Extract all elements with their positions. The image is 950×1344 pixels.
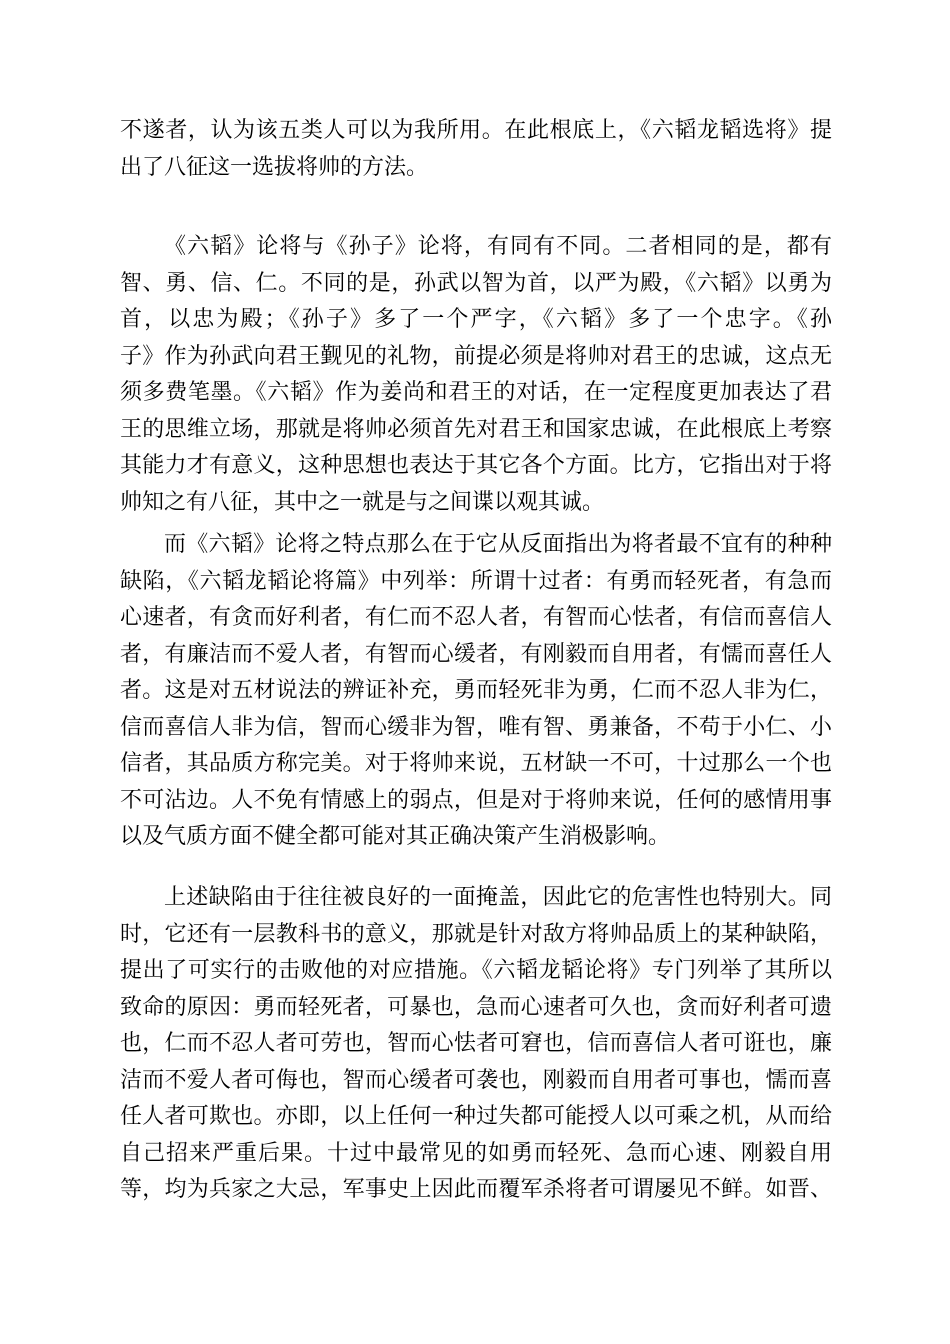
- paragraph-2-line-7: 其能力才有意义，这种思想也表达于其它各个方面。比方，它指出对于将: [120, 453, 832, 478]
- paragraph-4-line-1: 上述缺陷由于往往被良好的一面掩盖，因此它的危害性也特别大。同: [164, 885, 832, 910]
- paragraph-3-line-5: 者。这是对五材说法的辨证补充，勇而轻死非为勇，仁而不忍人非为仁，: [120, 678, 832, 703]
- paragraph-4-line-2: 时，它还有一层教科书的意义，那就是针对敌方将帅品质上的某种缺陷，: [120, 921, 832, 947]
- paragraph-3-line-6: 信而喜信人非为信，智而心缓非为智，唯有智、勇兼备，不苟于小仁、小: [120, 714, 832, 740]
- paragraph-3: [120, 527, 832, 856]
- paragraph-3-line-2: 缺陷，《六韬龙韬论将篇》中列举：所谓十过者：有勇而轻死者，有急而: [120, 568, 832, 594]
- paragraph-2-line-2: 智、勇、信、仁。不同的是，孙武以智为首，以严为殿，《六韬》以勇为: [120, 270, 832, 296]
- paragraph-4: [120, 880, 832, 1209]
- paragraph-2-line-5: 须多费笔墨。《六韬》作为姜尚和君王的对话，在一定程度更加表达了君: [120, 380, 832, 405]
- paragraph-1: [120, 113, 832, 186]
- paragraph-4-line-5: 也，仁而不忍人者可劳也，智而心怯者可窘也，信而喜信人者可诳也，廉: [120, 1031, 832, 1056]
- paragraph-4-line-3: 提出了可实行的击败他的对应措施。《六韬龙韬论将》专门列举了其所以: [120, 958, 832, 983]
- paragraph-2-line-6: 王的思维立场，那就是将帅必须首先对君王和国家忠诚，在此根底上考察: [120, 416, 832, 442]
- paragraph-4-line-6: 洁而不爱人者可侮也，智而心缓者可袭也，刚毅而自用者可事也，懦而喜: [120, 1067, 832, 1093]
- paragraph-2-line-4: 子》作为孙武向君王觐见的礼物，前提必须是将帅对君王的忠诚，这点无: [120, 343, 832, 369]
- paragraph-3-line-8: 不可沾边。人不免有情感上的弱点，但是对于将帅来说，任何的感情用事: [120, 787, 832, 813]
- paragraph-3-line-1: 而《六韬》论将之特点那么在于它从反面指出为将者最不宜有的种种: [164, 532, 832, 557]
- paragraph-4-line-4: 致命的原因：勇而轻死者，可暴也，急而心速者可久也，贪而好利者可遗: [120, 994, 832, 1020]
- paragraph-4-line-8: 自己招来严重后果。十过中最常见的如勇而轻死、急而心速、刚毅自用: [120, 1140, 832, 1166]
- paragraph-4-line-7: 任人者可欺也。亦即，以上任何一种过失都可能授人以可乘之机，从而给: [120, 1104, 832, 1129]
- paragraph-3-line-7: 信者，其品质方称完美。对于将帅来说，五材缺一不可，十过那么一个也: [120, 751, 832, 776]
- paragraph-1-line-1: 不遂者，认为该五类人可以为我所用。在此根底上，《六韬龙韬选将》提: [120, 118, 832, 143]
- paragraph-3-line-9: 以及气质方面不健全都可能对其正确决策产生消极影响。: [120, 824, 671, 849]
- paragraph-2-line-8: 帅知之有八征，其中之一就是与之间谍以观其诚。: [120, 489, 605, 515]
- paragraph-2-line-3: 首，以忠为殿；《孙子》多了一个严字，《六韬》多了一个忠字。《孙: [120, 307, 832, 332]
- paragraph-3-line-3: 心速者，有贪而好利者，有仁而不忍人者，有智而心怯者，有信而喜信人: [120, 605, 832, 630]
- paragraph-2: [120, 229, 832, 521]
- paragraph-1-line-2: 出了八征这一选拔将帅的方法。: [120, 154, 429, 180]
- paragraph-2-line-1: 《六韬》论将与《孙子》论将，有同有不同。二者相同的是，都有: [164, 234, 832, 259]
- paragraph-3-line-4: 者，有廉洁而不爱人者，有智而心缓者，有刚毅而自用者，有懦而喜任人: [120, 641, 832, 667]
- paragraph-4-line-9: 等，均为兵家之大忌，军事史上因此而覆军杀将者可谓屡见不鲜。如晋、: [120, 1177, 832, 1202]
